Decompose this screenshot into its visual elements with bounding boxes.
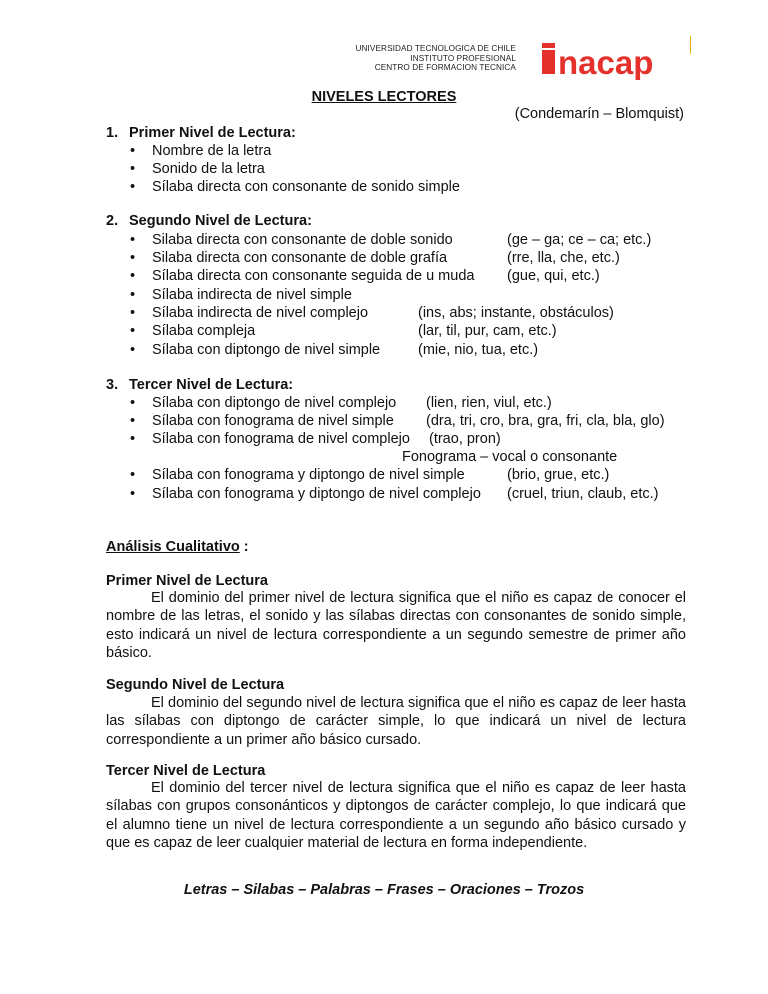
list-item: • Sílaba directa con consonante seguida de u muda	[152, 267, 474, 286]
section-heading: Primer Nivel de Lectura	[106, 573, 268, 589]
list-item-example: (cruel, triun, claub, etc.)	[507, 486, 659, 502]
list-item-example: (brio, grue, etc.)	[507, 467, 610, 483]
section-paragraph	[106, 694, 686, 749]
section-body: El dominio del tercer nivel de lectura significa que el niño es capaz de leer hasta sílabas con grupos consonánticos y diptongos de carácter complejo, lo que indicará que el alumno tiene un nivel de lectura correspondiente a un segundo año básico cursado y que es capaz de leer cualquier material de lectura en forma independiente.	[106, 780, 686, 852]
list-item: • Sílaba con fonograma y diptongo de nivel complejo	[152, 485, 481, 504]
list-item-example: (ge – ga; ce – ca; etc.)	[507, 232, 652, 248]
analysis-heading-colon: :	[239, 539, 249, 555]
list-item: • Silaba directa con consonante de doble grafía	[152, 249, 447, 268]
list-item: • Sílaba con fonograma de nivel simple	[152, 412, 394, 431]
section-heading: Segundo Nivel de Lectura	[106, 677, 285, 693]
list-item: • Sílaba indirecta de nivel complejo	[152, 304, 368, 323]
level-1-heading: Primer Nivel de Lectura:	[129, 125, 296, 141]
list-item-example: (dra, tri, cro, bra, gra, fri, cla, bla, glo)	[426, 413, 665, 429]
list-item: • Sílaba con fonograma de nivel complejo	[152, 430, 410, 449]
section-body: El dominio del segundo nivel de lectura significa que el niño es capaz de leer hasta las sílabas con diptongo de carácter simple, lo que indicará un nivel de lectura correspondiente a un primer año básico cursado.	[106, 695, 686, 748]
level-2-heading: Segundo Nivel de Lectura:	[129, 213, 312, 229]
inacap-logo	[540, 40, 688, 80]
list-item-example: (lar, til, pur, cam, etc.)	[418, 323, 557, 339]
list-item: • Silaba directa con consonante de doble sonido	[152, 231, 453, 250]
header-divider	[690, 36, 691, 54]
logo-text: nacap	[558, 44, 654, 80]
level-3-number: 3.	[106, 377, 119, 393]
list-item-example: (lien, rien, viul, etc.)	[426, 395, 552, 411]
analysis-heading-text: Análisis Cualitativo	[106, 539, 240, 555]
section-body: El dominio del primer nivel de lectura significa que el niño es capaz de conocer el nombre de las letras, el sonido y las sílabas directas con consonantes de sonido simple, esto indicará un nivel de lectura correspondiente a un segundo semestre de primer año básico.	[106, 590, 686, 662]
list-item-example: (rre, lla, che, etc.)	[507, 250, 620, 266]
list-item: • Sílaba compleja	[152, 322, 255, 341]
list-item-example: (trao, pron)	[429, 431, 501, 447]
section-heading: Tercer Nivel de Lectura	[106, 763, 266, 779]
institution-line: INSTITUTO PROFESIONAL	[410, 53, 516, 63]
level-1-number: 1.	[106, 125, 119, 141]
analysis-heading	[106, 538, 249, 557]
reading-sequence: Letras – Silabas – Palabras – Frases – Oraciones – Trozos	[183, 882, 585, 898]
level-3-heading: Tercer Nivel de Lectura:	[129, 377, 294, 393]
section-paragraph	[106, 779, 686, 853]
authors-credit: (Condemarín – Blomquist)	[514, 106, 684, 122]
list-item: • Sílaba directa con consonante de sonido simple	[152, 178, 460, 197]
list-item-example: (ins, abs; instante, obstáculos)	[418, 305, 614, 321]
list-item: • Sílaba con diptongo de nivel complejo	[152, 394, 396, 413]
list-item-note: Fonograma – vocal o consonante	[402, 449, 618, 465]
list-item: • Sonido de la letra	[152, 160, 265, 179]
level-2-number: 2.	[106, 213, 119, 229]
list-item: • Sílaba indirecta de nivel simple	[152, 286, 352, 305]
list-item: • Sílaba con fonograma y diptongo de nivel simple	[152, 466, 465, 485]
list-item-example: (gue, qui, etc.)	[507, 268, 600, 284]
institution-line: UNIVERSIDAD TECNOLOGICA DE CHILE	[355, 44, 516, 53]
section-paragraph	[106, 589, 686, 663]
list-item-example: (mie, nio, tua, etc.)	[418, 342, 539, 358]
page-title: NIVELES LECTORES	[311, 89, 457, 105]
institution-line: CENTRO DE FORMACION TECNICA	[374, 63, 516, 73]
list-item: • Sílaba con diptongo de nivel simple	[152, 341, 380, 360]
institution-name	[356, 44, 516, 73]
list-item: • Nombre de la letra	[152, 142, 271, 161]
